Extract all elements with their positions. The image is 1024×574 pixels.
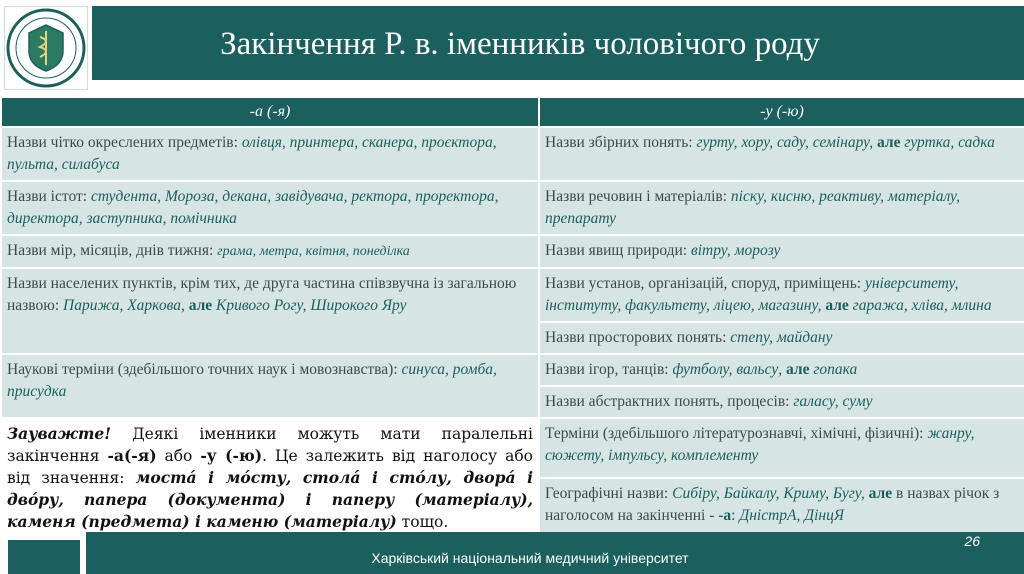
right-row-games: Назви ігор, танців: футболу, вальсу, але гопака <box>539 354 1024 386</box>
right-row-collective: Назви збірних понять: гурту, хору, саду, семінару, але гуртка, садка <box>539 127 1024 181</box>
right-row-institutions: Назви установ, організацій, споруд, приміщень: університету, інституту, факультету, ліцею, магазину, але гаража, хліва, млина <box>539 268 1024 322</box>
column-header-u: -у (-ю) <box>539 97 1024 127</box>
slide-title: Закінчення Р. в. іменників чоловічого роду <box>220 26 820 62</box>
footer-corner-fill <box>8 540 80 574</box>
left-row-settlements: Назви населених пунктів, крім тих, де друга частина співзвучна із загальною назвою: Парижа, Харкова, але Кривого Рогу, Широкого Яру <box>1 268 539 354</box>
right-row-spatial: Назви просторових понять: степу, майдану <box>539 322 1024 354</box>
right-row-terms: Терміни (здебільшого літературознавчі, хімічні, фізичні): жанру, сюжету, імпульсу, комплементу <box>539 418 1024 478</box>
note-box: Зауважте! Деякі іменники можуть мати паралельні закінчення -а(-я) або -у (-ю). Це залежить від наголосу або від значення: мостá і мóсту, столá і стóлу, дворá і двóру, папера (документа) і паперу (матеріалу), каменя (предмета) і каменю (матеріалу) тощо. <box>1 418 539 538</box>
footer-university: Харківський національний медичний університет <box>371 550 689 566</box>
left-row-scientific-terms: Наукові терміни (здебільшого точних наук і мовознавства): синуса, ромба, присудка <box>1 354 539 418</box>
endings-table <box>0 96 1024 539</box>
left-row-objects: Назви чітко окреслених предметів: олівця, принтера, сканера, проєктора, пульта, силабуса <box>1 127 539 181</box>
right-row-geographic: Географічні назви: Сибіру, Байкалу, Криму, Бугу, але в назвах річок з наголосом на закінченні - -а: ДністрА, ДінцЯ <box>539 478 1024 538</box>
column-header-a: -а (-я) <box>1 97 539 127</box>
right-row-substances: Назви речовин і матеріалів: піску, кисню, реактиву, матеріалу, препарату <box>539 181 1024 235</box>
emblem-icon <box>5 7 87 89</box>
right-row-abstract: Назви абстрактних понять, процесів: галасу, суму <box>539 386 1024 418</box>
university-logo <box>4 6 88 90</box>
page-number: 26 <box>964 533 980 549</box>
left-row-measures: Назви мір, місяців, днів тижня: грама, метра, квітня, понеділка <box>1 235 539 268</box>
left-row-beings: Назви істот: студента, Мороза, декана, завідувача, ректора, проректора, директора, заступника, помічника <box>1 181 539 235</box>
right-row-nature: Назви явищ природи: вітру, морозу <box>539 235 1024 268</box>
